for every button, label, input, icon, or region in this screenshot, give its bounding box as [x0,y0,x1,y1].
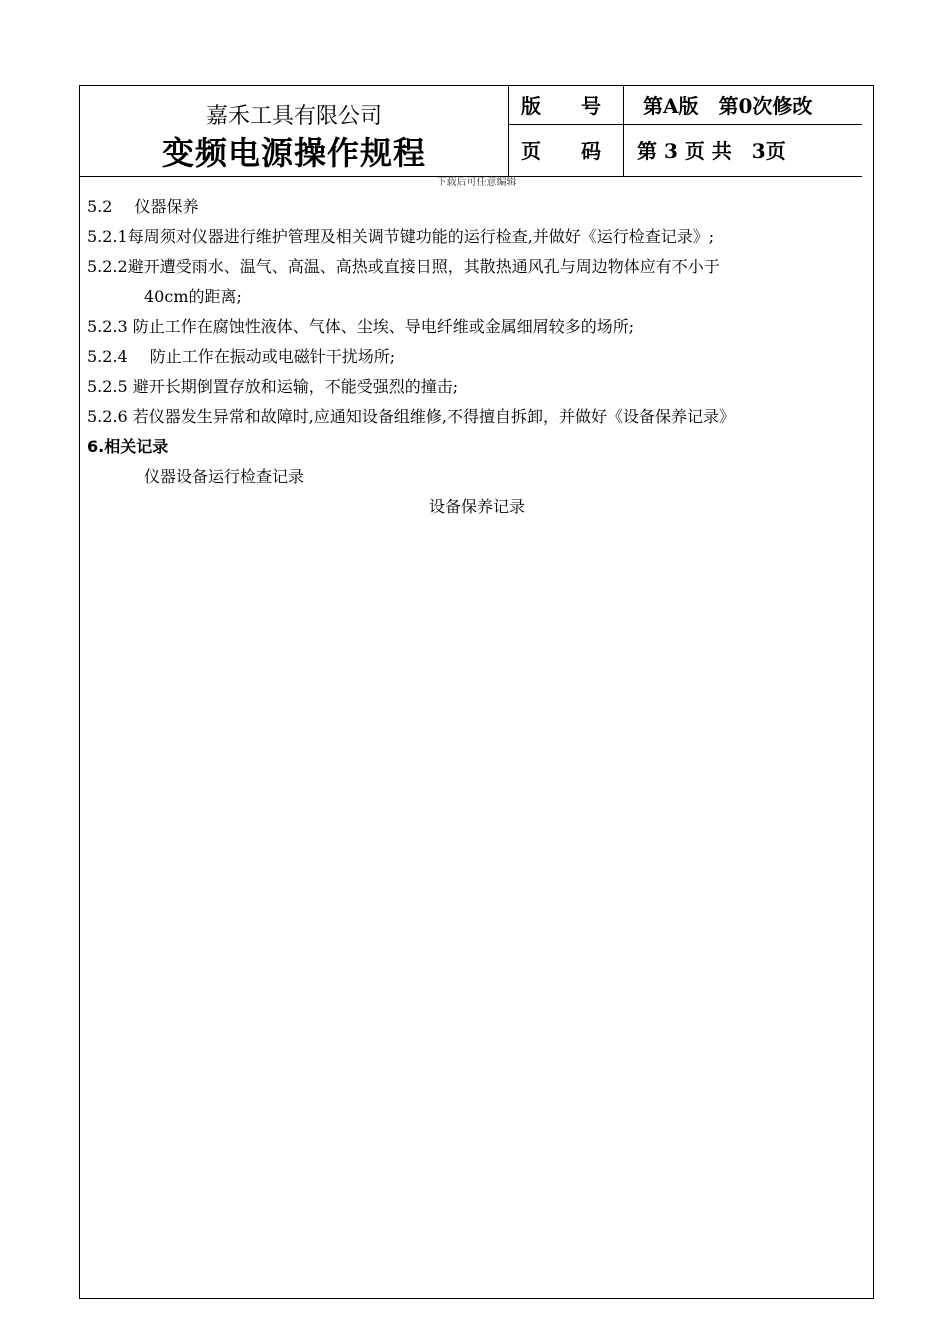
section-title: 仪器保养 [134,197,199,216]
item-text: 防止工作在振动或电磁针干扰场所; [149,347,396,366]
item-5-2-3: 5.2.3 防止工作在腐蚀性液体、气体、尘埃、导电纤维或金属细屑较多的场所; [87,317,635,336]
company-name: 嘉禾工具有限公司 [205,104,382,129]
record-item-1: 仪器设备运行检查记录 [144,467,305,486]
title-block [80,86,508,176]
document-page [79,85,874,1299]
header-divider-2 [623,86,624,176]
item-5-2-1: 5.2.1每周须对仪器进行维护管理及相关调节键功能的运行检查,并做好《运行检查记录》; [87,227,715,246]
record-item-2: 设备保养记录 [428,497,525,516]
item-5-2-4 [87,342,867,372]
item-number: 5.2.4 [87,347,128,366]
page-value: 第 3 页 共 3页 [637,139,786,163]
header-row-divider [508,124,862,125]
item-5-2-2-continued: 40cm的距离; [144,287,242,306]
document-title: 变频电源操作规程 [161,134,426,172]
header-divider-1 [508,86,509,176]
section-number: 5.2 [87,197,113,216]
item-5-2-2: 5.2.2避开遭受雨水、温气、高温、高热或直接日照，其散热通风孔与周边物体应有不小于 [87,257,720,276]
item-5-2-5: 5.2.5 避开长期倒置存放和运输，不能受强烈的撞击; [87,377,459,396]
document-body [87,192,867,522]
document-header [80,86,873,176]
version-value: 第A版 第0次修改 [643,94,813,118]
item-5-2-6: 5.2.6 若仪器发生异常和故障时,应通知设备组维修,不得擅自拆卸，并做好《设备保养记录》 [87,407,735,426]
download-note: 下载后可任意编辑 [436,177,517,188]
section-5-2 [87,192,867,222]
section-6-heading: 6.相关记录 [87,437,169,456]
version-label: 版 号 [521,94,601,118]
page-label: 页 码 [521,139,601,163]
